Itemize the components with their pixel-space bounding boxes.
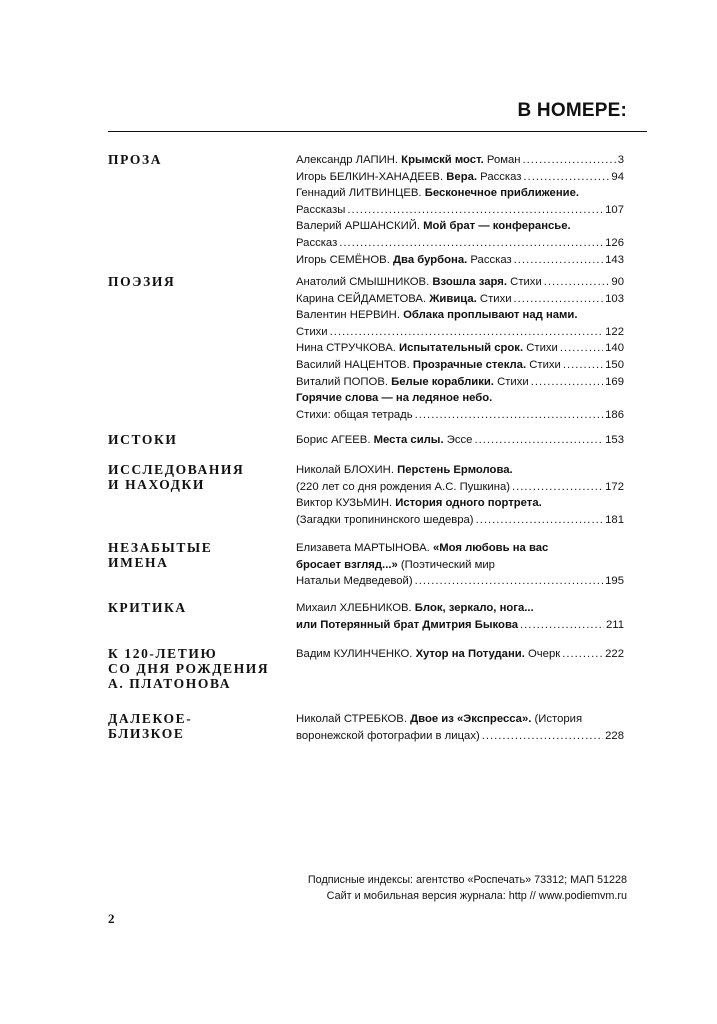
work-title: История одного портрета. [395, 497, 542, 510]
toc-entry-line [296, 495, 624, 512]
page-ref: 94 [611, 170, 624, 183]
author-name: Борис АГЕЕВ. [296, 434, 374, 446]
author-name: Николай СТРЕБКОВ. [296, 713, 411, 725]
entry-text [296, 357, 561, 374]
toc-entry[interactable] [296, 432, 624, 449]
toc-entry-line [296, 479, 624, 496]
entry-text [296, 540, 548, 557]
dot-leader [330, 324, 604, 341]
entry-text [296, 462, 513, 479]
genre-note: Эссе [443, 434, 473, 446]
toc-entry-line [296, 540, 624, 557]
author-name: Анатолий СМЫШНИКОВ. [296, 276, 433, 288]
toc-entry-line [296, 617, 624, 634]
author-name: Нина СТРУЧКОВА. [296, 342, 400, 355]
toc-entry[interactable] [296, 600, 624, 633]
dot-leader [562, 646, 603, 663]
entry-text [296, 152, 521, 169]
section-entries [296, 152, 624, 268]
toc-entry-line [296, 711, 624, 728]
dot-leader [415, 407, 604, 424]
entry-text [296, 600, 534, 617]
author-name: (220 лет со дня рождения А.С. Пушкина) [296, 480, 510, 493]
entry-text [296, 218, 571, 235]
dot-leader [339, 235, 603, 252]
entry-text [296, 307, 578, 324]
toc-entry[interactable] [296, 218, 624, 251]
toc-entry-line [296, 291, 624, 308]
work-title: Места силы. [373, 434, 444, 446]
toc-entry-line [296, 390, 624, 407]
genre-note: Рассказ [477, 170, 522, 183]
subscription-line: Подписные индексы: агентство «Роспечать» 73312; МАП 51228 [307, 874, 627, 886]
footer [308, 872, 627, 904]
work-title: Живица. [429, 292, 477, 305]
toc-entry-line [296, 169, 624, 186]
page-ref: 186 [605, 408, 624, 421]
section-title: К 120-ЛЕТИЮ СО ДНЯ РОЖДЕНИЯ А. ПЛАТОНОВА [108, 646, 270, 691]
toc-entry-line [296, 274, 624, 291]
entry-text [296, 374, 529, 391]
toc-entry-line [296, 324, 624, 341]
work-title: Два бурбона. [392, 253, 468, 266]
page-ref: 153 [605, 434, 624, 446]
page-ref: 143 [605, 253, 624, 266]
entry-text [296, 169, 521, 186]
header-divider [108, 131, 647, 132]
toc-entry-line [296, 462, 624, 479]
toc-entry[interactable] [296, 274, 624, 291]
author-name: воронежской фотографии в лицах) [296, 729, 480, 742]
toc-entry-line [296, 152, 624, 169]
entry-text [296, 202, 345, 219]
page-ref: 172 [605, 480, 624, 493]
toc-entry-line [296, 646, 624, 663]
work-title: Блок, зеркало, нога... [414, 602, 534, 614]
section-entries [296, 711, 624, 744]
page-title: В НОМЕРЕ: [517, 100, 627, 121]
toc-entry[interactable] [296, 152, 624, 169]
toc-entry-line [296, 218, 624, 235]
toc-entry[interactable] [296, 340, 624, 357]
toc-entry-line [296, 202, 624, 219]
genre-note: Стихи [526, 358, 561, 371]
work-title: Мой брат — конферансье. [423, 220, 571, 233]
author-name: Игорь БЕЛКИН-ХАНАДЕЕВ. [296, 170, 447, 183]
dot-leader [531, 374, 603, 391]
page-ref: 107 [605, 203, 624, 216]
toc-entry[interactable] [296, 462, 624, 495]
dot-leader [560, 340, 603, 357]
author-name: Натальи Медведевой) [296, 575, 413, 588]
section-entries [296, 432, 624, 449]
entry-text [296, 728, 480, 745]
dot-leader [512, 479, 603, 496]
work-title: бросает взгляд...» [296, 558, 398, 571]
toc-entry-line [296, 557, 624, 574]
toc-entry-line [296, 252, 624, 269]
entry-text [296, 646, 560, 663]
genre-note: Роман [483, 154, 521, 166]
dot-leader [347, 202, 603, 219]
toc-entry-line [296, 235, 624, 252]
toc-entry-line [296, 185, 624, 202]
work-title: Испытательный срок. [399, 342, 524, 355]
genre-note: Рассказ [467, 253, 512, 266]
page-ref: 122 [605, 325, 624, 338]
entry-text [296, 512, 474, 529]
author-name: Игорь СЕМЁНОВ. [296, 253, 393, 266]
entry-text [296, 617, 518, 634]
author-name: Рассказы [296, 203, 346, 216]
page-ref: 126 [605, 236, 624, 249]
toc-entry-line [296, 432, 624, 449]
section-title: ДАЛЕКОЕ- БЛИЗКОЕ [108, 711, 193, 741]
entry-text [296, 340, 558, 357]
toc-entry[interactable] [296, 711, 624, 744]
page-ref: 103 [605, 292, 624, 305]
section-title: ПРОЗА [108, 152, 163, 167]
entry-text [296, 557, 495, 574]
toc-entry[interactable] [296, 291, 624, 308]
page-ref: 195 [605, 575, 624, 588]
toc-entry[interactable] [296, 307, 624, 340]
work-title: Белые кораблики. [391, 375, 494, 388]
dot-leader [520, 617, 604, 634]
author-name: Василий НАЦЕНТОВ. [296, 358, 413, 371]
entry-text [296, 291, 512, 308]
dot-leader [415, 573, 604, 590]
page-ref: 228 [605, 729, 624, 742]
toc-entry-line [296, 307, 624, 324]
genre-note: Стихи [493, 375, 529, 388]
toc-entry-line [296, 407, 624, 424]
section-title: НЕЗАБЫТЫЕ ИМЕНА [108, 540, 213, 570]
dot-leader [523, 169, 609, 186]
entry-text [296, 235, 337, 252]
section-title: ПОЭЗИЯ [108, 274, 176, 289]
section-entries [296, 462, 624, 528]
toc-entry-line [296, 512, 624, 529]
dot-leader [563, 357, 603, 374]
author-name: Стихи: общая тетрадь [296, 408, 413, 421]
section-title: КРИТИКА [108, 600, 187, 615]
author-name: (Загадки тропининского шедевра) [296, 513, 474, 526]
page-ref: 3 [617, 154, 624, 166]
author-name: Стихи [296, 325, 328, 338]
toc-entry[interactable] [296, 185, 624, 218]
genre-note: (Поэтический мир [397, 558, 495, 571]
author-name: Валентин НЕРВИН. [296, 309, 404, 322]
page-ref: 150 [605, 358, 624, 371]
author-name: Михаил ХЛЕБНИКОВ. [296, 602, 415, 614]
author-name: Карина СЕЙДАМЕТОВА. [296, 292, 430, 305]
section-entries [296, 274, 624, 423]
page-number: 2 [108, 911, 115, 926]
page-ref: 222 [605, 648, 624, 660]
toc-entry[interactable] [296, 495, 624, 528]
work-title: Хутор на Потудани. [415, 648, 525, 660]
toc-entry[interactable] [296, 357, 624, 374]
entry-text [296, 185, 579, 202]
section-title: ИСТОКИ [108, 432, 178, 447]
author-name: Николай БЛОХИН. [296, 464, 398, 476]
dot-leader [476, 512, 604, 529]
entry-text [296, 711, 582, 728]
entry-text [296, 407, 413, 424]
section-entries [296, 600, 624, 633]
entry-text [296, 324, 328, 341]
work-title: Бесконечное приближение. [424, 187, 580, 200]
page-ref: 169 [605, 375, 624, 388]
toc-entry-line [296, 374, 624, 391]
author-name: Александр ЛАПИН. [296, 154, 402, 166]
work-title: Горячие слова — на ледяное небо. [296, 392, 493, 405]
author-name: Елизавета МАРТЫНОВА. [296, 542, 433, 554]
entry-text [296, 479, 510, 496]
dot-leader [482, 728, 603, 745]
page-ref: 90 [611, 276, 624, 288]
work-title: «Моя любовь на вас [432, 542, 549, 554]
genre-note: Стихи [476, 292, 512, 305]
website-line: Сайт и мобильная версия журнала: http // www.podiemvm.ru [326, 890, 627, 902]
genre-note: (История [531, 713, 583, 725]
work-title: Двое из «Экспресса». [410, 713, 532, 725]
work-title: Прозрачные стекла. [412, 358, 527, 371]
dot-leader [544, 274, 610, 291]
work-title: Облака проплывают над нами. [403, 309, 578, 322]
section-entries [296, 540, 624, 590]
genre-note: Стихи [523, 342, 558, 355]
author-name: Виктор КУЗЬМИН. [296, 497, 396, 510]
toc-entry-line [296, 573, 624, 590]
author-name: Виталий ПОПОВ. [296, 375, 392, 388]
author-name: Рассказ [296, 236, 338, 249]
work-title: Вера. [446, 170, 478, 183]
genre-note: Стихи [507, 276, 542, 288]
toc-entry[interactable] [296, 169, 624, 186]
toc-entry-line [296, 357, 624, 374]
toc-entry[interactable] [296, 252, 624, 269]
dot-leader [523, 152, 616, 169]
author-name: Геннадий ЛИТВИНЦЕВ. [296, 187, 425, 200]
work-title: или Потерянный брат Дмитрия Быкова [296, 618, 519, 631]
dot-leader [474, 432, 603, 449]
entry-text [296, 432, 472, 449]
entry-text [296, 252, 512, 269]
genre-note: Очерк [524, 648, 561, 660]
toc-entry[interactable] [296, 390, 624, 423]
author-name: Вадим КУЛИНЧЕНКО. [296, 648, 416, 660]
toc-entry[interactable] [296, 540, 624, 590]
work-title: Перстень Ермолова. [397, 464, 513, 476]
entry-text [296, 390, 492, 407]
toc-entry[interactable] [296, 646, 624, 663]
page-ref: 181 [605, 513, 624, 526]
dot-leader [514, 291, 604, 308]
dot-leader [514, 252, 603, 269]
section-title: ИССЛЕДОВАНИЯ И НАХОДКИ [108, 462, 245, 492]
section-entries [296, 646, 624, 663]
page-ref: 140 [605, 342, 624, 355]
toc-entry[interactable] [296, 374, 624, 391]
work-title: Крымскй мост. [401, 154, 484, 166]
entry-text [296, 274, 542, 291]
toc-entry-line [296, 340, 624, 357]
toc-entry-line [296, 600, 624, 617]
entry-text [296, 495, 542, 512]
work-title: Взошла заря. [432, 276, 508, 288]
toc-entry-line [296, 728, 624, 745]
author-name: Валерий АРШАНСКИЙ. [296, 220, 424, 233]
entry-text [296, 573, 413, 590]
page-ref: 211 [605, 618, 624, 631]
